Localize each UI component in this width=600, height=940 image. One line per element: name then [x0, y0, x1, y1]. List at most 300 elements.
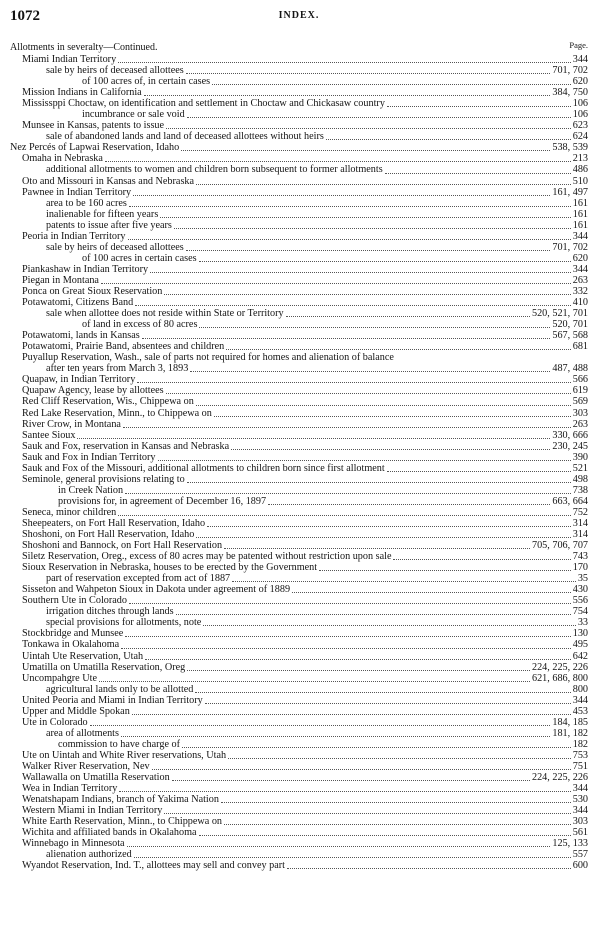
- entry-text: alienation authorized: [46, 849, 132, 861]
- entry-text: River Crow, in Montana: [22, 418, 121, 430]
- entry-pages: 624: [572, 131, 588, 143]
- dot-leader: [226, 349, 570, 350]
- index-entry: [10, 76, 588, 87]
- index-entry: [10, 220, 588, 231]
- entry-pages: 181, 182: [552, 727, 588, 739]
- index-entry: [10, 639, 588, 650]
- entry-text: Mississppi Choctaw, on identification and settlement in Choctaw and Chickasaw country: [22, 98, 385, 110]
- entry-pages: 743: [572, 551, 588, 563]
- entry-pages: 620: [572, 76, 588, 88]
- dot-leader: [287, 868, 571, 869]
- entry-text: Umatilla on Umatilla Reservation, Oreg: [22, 661, 186, 673]
- index-entry: [10, 695, 588, 706]
- entry-pages: 303: [572, 816, 588, 828]
- entry-pages: 538, 539: [552, 142, 588, 154]
- entry-text: special provisions for allotments, note: [46, 617, 202, 629]
- index-entry: [10, 264, 588, 275]
- entry-text: Munsee in Kansas, patents to issue: [22, 120, 165, 132]
- index-entry: [10, 474, 588, 485]
- index-entry: [10, 573, 588, 584]
- index-entry: [10, 65, 588, 76]
- entry-text: Quapaw, in Indian Territory: [22, 374, 136, 386]
- index-entry: [10, 518, 588, 529]
- entry-text: Sioux Reservation in Nebraska, houses to be erected by the Government: [22, 562, 318, 574]
- entry-pages: 621, 686, 800: [531, 672, 588, 684]
- dot-leader: [224, 548, 530, 549]
- entry-pages: 35: [577, 573, 588, 585]
- index-entry: [10, 176, 588, 187]
- entry-pages: 344: [572, 54, 588, 65]
- continued-heading: Allotments in severalty—Continued.: [10, 42, 158, 53]
- dot-leader: [152, 769, 571, 770]
- index-entry: [10, 783, 588, 794]
- entry-text: Ute in Colorado: [22, 716, 88, 728]
- entry-text: Pawnee in Indian Territory: [22, 186, 132, 198]
- dot-leader: [166, 393, 571, 394]
- dot-leader: [121, 736, 550, 737]
- index-entry: [10, 485, 588, 496]
- entry-pages: 130: [572, 628, 588, 640]
- index-entry: [10, 396, 588, 407]
- entry-text: Potawatomi, lands in Kansas: [22, 330, 140, 342]
- dot-leader: [118, 515, 571, 516]
- entry-text: United Peoria and Miami in Indian Territory: [22, 694, 203, 706]
- entry-text: Red Lake Reservation, Minn., to Chippewa on: [22, 407, 212, 419]
- entry-pages: 486: [572, 164, 588, 176]
- entry-text: after ten years from March 3, 1893: [46, 363, 189, 375]
- index-entry: [10, 142, 588, 153]
- entry-pages: 303: [572, 407, 588, 419]
- entry-text: Santee Sioux: [22, 429, 76, 441]
- index-entry: [10, 120, 588, 131]
- entry-pages: 330, 666: [552, 429, 588, 441]
- dot-leader: [203, 625, 575, 626]
- dot-leader: [101, 283, 571, 284]
- entry-text: sale when allottee does not reside within State or Territory: [46, 308, 284, 320]
- index-entry: [10, 750, 588, 761]
- index-entry: [10, 673, 588, 684]
- dot-leader: [129, 603, 571, 604]
- index-entry: [10, 706, 588, 717]
- index-entry: [10, 363, 588, 374]
- entry-pages: 224, 225, 226: [531, 661, 588, 673]
- index-entry: [10, 131, 588, 142]
- page-column-label: Page.: [569, 40, 588, 50]
- entry-pages: 224, 225, 226: [531, 772, 588, 784]
- dot-leader: [196, 184, 571, 185]
- dot-leader: [205, 703, 571, 704]
- index-entry: [10, 164, 588, 175]
- entry-text: sale of abandoned lands and land of deceased allottees without heirs: [46, 131, 324, 143]
- index-entry: [10, 860, 588, 871]
- entry-text: area to be 160 acres: [46, 197, 127, 209]
- dot-leader: [212, 84, 571, 85]
- dot-leader: [207, 526, 571, 527]
- entry-text: provisions for, in agreement of December 16, 1897: [58, 495, 267, 507]
- dot-leader: [128, 239, 571, 240]
- entry-pages: 487, 488: [552, 363, 588, 375]
- entry-pages: 520, 521, 701: [531, 308, 588, 320]
- entry-pages: 161: [572, 208, 588, 220]
- entry-pages: 161: [572, 219, 588, 231]
- dot-leader: [135, 305, 571, 306]
- dot-leader: [129, 206, 571, 207]
- index-entry: [10, 529, 588, 540]
- dot-leader: [134, 857, 571, 858]
- dot-leader: [231, 449, 550, 450]
- page-header: [10, 6, 588, 28]
- index-entry: [10, 441, 588, 452]
- dot-leader: [199, 327, 550, 328]
- entry-pages: 623: [572, 120, 588, 132]
- entry-text: Quapaw Agency, lease by allottees: [22, 385, 164, 397]
- index-entry: [10, 728, 588, 739]
- index-entry: [10, 838, 588, 849]
- entry-pages: 184, 185: [552, 716, 588, 728]
- index-entry: [10, 352, 588, 363]
- index-entry: [10, 98, 588, 109]
- entry-pages: 106: [572, 109, 588, 121]
- entry-pages: 663, 664: [552, 495, 588, 507]
- entry-text: Uintah Ute Reservation, Utah: [22, 650, 144, 662]
- entry-pages: 498: [572, 473, 588, 485]
- entry-pages: 751: [572, 761, 588, 772]
- entry-text: Potawatomi, Prairie Band, absentees and children: [22, 341, 225, 353]
- entry-text: Potawatomi, Citizens Band: [22, 297, 134, 309]
- entry-pages: 642: [572, 650, 588, 662]
- entry-pages: 569: [572, 396, 588, 408]
- index-entry: [10, 419, 588, 430]
- index-entry: [10, 297, 588, 308]
- index-entry: [10, 761, 588, 772]
- entry-pages: 753: [572, 749, 588, 761]
- entry-pages: 344: [572, 805, 588, 817]
- entry-text: Sisseton and Wahpeton Sioux in Dakota under agreement of 1889: [22, 584, 291, 596]
- dot-leader: [160, 217, 570, 218]
- dot-leader: [187, 117, 571, 118]
- dot-leader: [385, 173, 571, 174]
- dot-leader: [292, 592, 571, 593]
- entry-pages: 567, 568: [552, 330, 588, 342]
- dot-leader: [199, 835, 571, 836]
- index-entry: [10, 617, 588, 628]
- entry-text: incumbrance or sale void: [82, 109, 185, 121]
- index-entry: [10, 551, 588, 562]
- entry-pages: 410: [572, 297, 588, 309]
- entry-text: Wyandot Reservation, Ind. T., allottees may sell and convey part: [22, 860, 285, 872]
- dot-leader: [228, 758, 571, 759]
- dot-leader: [187, 670, 530, 671]
- dot-leader: [286, 316, 530, 317]
- entry-pages: 495: [572, 639, 588, 651]
- dot-leader: [150, 272, 571, 273]
- entry-pages: 161, 497: [552, 186, 588, 198]
- entry-text: Piankashaw in Indian Territory: [22, 263, 149, 275]
- entry-pages: 800: [572, 683, 588, 695]
- dot-leader: [164, 294, 570, 295]
- entry-text: Sheepeaters, on Fort Hall Reservation, Idaho: [22, 517, 206, 529]
- dot-leader: [268, 504, 550, 505]
- entry-text: Uncompahgre Ute: [22, 672, 97, 684]
- dot-leader: [90, 725, 551, 726]
- index-entry: [10, 827, 588, 838]
- index-entry: [10, 496, 588, 507]
- entry-pages: 430: [572, 584, 588, 596]
- index-entry: [10, 209, 588, 220]
- running-title: INDEX.: [278, 10, 320, 21]
- entry-text: Southern Ute in Colorado: [22, 595, 127, 607]
- entry-text: Walker River Reservation, Nev: [22, 761, 150, 772]
- dot-leader: [121, 648, 571, 649]
- index-entry: [10, 662, 588, 673]
- entry-text: Piegan in Montana: [22, 274, 99, 286]
- entry-pages: 344: [572, 783, 588, 795]
- entry-pages: 521: [572, 462, 588, 474]
- entry-text: Sauk and Fox, reservation in Kansas and Nebraska: [22, 440, 230, 452]
- dot-leader: [224, 824, 571, 825]
- index-entry: [10, 109, 588, 120]
- dot-leader: [221, 802, 571, 803]
- dot-leader: [199, 261, 571, 262]
- entry-text: Wenatshapam Indians, branch of Yakima Nation: [22, 794, 219, 806]
- page-number: 1072: [10, 8, 40, 24]
- index-entry: [10, 794, 588, 805]
- entry-text: Oto and Missouri in Kansas and Nebraska: [22, 175, 195, 187]
- index-entry: [10, 507, 588, 518]
- dot-leader: [133, 195, 550, 196]
- dot-leader: [181, 150, 550, 151]
- index-entry: [10, 231, 588, 242]
- entry-pages: 332: [572, 285, 588, 297]
- entry-pages: 701, 702: [552, 241, 588, 253]
- entry-text: Omaha in Nebraska: [22, 153, 103, 165]
- entry-text: Sauk and Fox of the Missouri, additional allotments to children born since first allotment: [22, 462, 385, 474]
- entry-text: Tonkawa in Okalahoma: [22, 639, 120, 651]
- entry-text: additional allotments to women and children born subsequent to former allotments: [46, 164, 383, 176]
- index-entry: [10, 87, 588, 98]
- entry-text: Puyallup Reservation, Wash., sale of parts not required for homes and alienation of balance: [22, 352, 394, 364]
- entry-pages: 344: [572, 263, 588, 275]
- entry-text: Seminole, general provisions relating to: [22, 473, 185, 485]
- dot-leader: [164, 813, 570, 814]
- dot-leader: [125, 493, 571, 494]
- entry-pages: 314: [572, 517, 588, 529]
- entry-text: Stockbridge and Munsee: [22, 628, 124, 640]
- entry-text: Shoshoni and Bannock, on Fort Hall Reservation: [22, 540, 223, 552]
- entry-pages: 182: [572, 738, 588, 750]
- entry-text: Miami Indian Territory: [22, 54, 117, 65]
- index-entry: [10, 628, 588, 639]
- entry-pages: 453: [572, 705, 588, 717]
- index-entry: [10, 54, 588, 65]
- dot-leader: [196, 405, 571, 406]
- entry-pages: 263: [572, 274, 588, 286]
- index-entry: [10, 651, 588, 662]
- index-entry: [10, 816, 588, 827]
- entry-pages: 263: [572, 418, 588, 430]
- entry-pages: 738: [572, 484, 588, 496]
- entry-text: Ute on Uintah and White River reservations, Utah: [22, 749, 227, 761]
- entry-pages: 390: [572, 451, 588, 463]
- dot-leader: [118, 62, 571, 63]
- entry-text: agricultural lands only to be allotted: [46, 683, 194, 695]
- index-entry: [10, 253, 588, 264]
- dot-leader: [123, 427, 571, 428]
- entry-pages: 566: [572, 374, 588, 386]
- index-entry: [10, 330, 588, 341]
- index-entry: [10, 341, 588, 352]
- entry-pages: 161: [572, 197, 588, 209]
- index-entry: [10, 187, 588, 198]
- index-entry: [10, 308, 588, 319]
- index-entry: [10, 805, 588, 816]
- dot-leader: [387, 471, 571, 472]
- dot-leader: [105, 161, 571, 162]
- entry-text: of 100 acres in certain cases: [82, 252, 197, 264]
- entry-pages: 619: [572, 385, 588, 397]
- entry-pages: 530: [572, 794, 588, 806]
- entry-text: Sauk and Fox in Indian Territory: [22, 451, 156, 463]
- entry-text: sale by heirs of deceased allottees: [46, 241, 184, 253]
- dot-leader: [214, 416, 571, 417]
- entry-text: of 100 acres of, in certain cases: [82, 76, 211, 88]
- index-entries: [10, 54, 588, 871]
- entry-text: Nez Percés of Lapwai Reservation, Idaho: [10, 142, 180, 154]
- index-entry: [10, 595, 588, 606]
- entry-text: Wichita and affiliated bands in Okalahoma: [22, 827, 197, 839]
- entry-pages: 557: [572, 849, 588, 861]
- entry-text: Ponca on Great Sioux Reservation: [22, 285, 163, 297]
- entry-pages: 344: [572, 694, 588, 706]
- entry-pages: 344: [572, 230, 588, 242]
- index-entry: [10, 540, 588, 551]
- index-entry: [10, 452, 588, 463]
- dot-leader: [144, 95, 551, 96]
- index-entry: [10, 385, 588, 396]
- dot-leader: [182, 747, 571, 748]
- index-entry: [10, 849, 588, 860]
- index-entry: [10, 153, 588, 164]
- entry-text: Mission Indians in California: [22, 87, 142, 99]
- index-entry: [10, 374, 588, 385]
- entry-text: commission to have charge of: [58, 738, 181, 750]
- dot-leader: [190, 371, 550, 372]
- entry-text: Red Cliff Reservation, Wis., Chippewa on: [22, 396, 194, 408]
- dot-leader: [172, 780, 530, 781]
- entry-pages: 600: [572, 860, 588, 872]
- entry-pages: 314: [572, 529, 588, 541]
- index-entry: [10, 717, 588, 728]
- dot-leader: [174, 228, 571, 229]
- dot-leader: [137, 382, 570, 383]
- entry-pages: 681: [572, 341, 588, 353]
- entry-pages: 620: [572, 252, 588, 264]
- index-entry: [10, 584, 588, 595]
- entry-text: Peoria in Indian Territory: [22, 230, 126, 242]
- dot-leader: [119, 791, 570, 792]
- entry-text: part of reservation excepted from act of 1887: [46, 573, 231, 585]
- dot-leader: [186, 250, 551, 251]
- dot-leader: [196, 537, 570, 538]
- dot-leader: [176, 614, 571, 615]
- dot-leader: [99, 681, 530, 682]
- index-entry: [10, 463, 588, 474]
- index-entry: [10, 242, 588, 253]
- entry-pages: 752: [572, 506, 588, 518]
- entry-pages: 520, 701: [552, 319, 588, 331]
- entry-text: Winnebago in Minnesota: [22, 838, 125, 850]
- dot-leader: [195, 692, 570, 693]
- entry-text: irrigation ditches through lands: [46, 606, 174, 618]
- dot-leader: [125, 636, 570, 637]
- entry-text: sale by heirs of deceased allottees: [46, 65, 184, 77]
- dot-leader: [77, 438, 550, 439]
- index-entry: [10, 430, 588, 441]
- entry-pages: 170: [572, 562, 588, 574]
- index-entry: [10, 772, 588, 783]
- entry-pages: 561: [572, 827, 588, 839]
- index-entry: [10, 684, 588, 695]
- entry-text: in Creek Nation: [58, 484, 124, 496]
- entry-text: inalienable for fifteen years: [46, 208, 159, 220]
- dot-leader: [127, 846, 551, 847]
- entry-pages: 213: [572, 153, 588, 165]
- dot-leader: [166, 128, 571, 129]
- entry-text: patents to issue after five years: [46, 219, 172, 231]
- index-entry: [10, 606, 588, 617]
- index-entry: [10, 562, 588, 573]
- index-entry: [10, 286, 588, 297]
- entry-pages: 701, 702: [552, 65, 588, 77]
- entry-text: area of allotments: [46, 727, 119, 739]
- index-entry: [10, 739, 588, 750]
- index-entry: [10, 408, 588, 419]
- dot-leader: [326, 139, 571, 140]
- dot-leader: [387, 106, 571, 107]
- dot-leader: [393, 559, 570, 560]
- section-heading-line: [10, 40, 588, 54]
- entry-text: Wea in Indian Territory: [22, 783, 118, 795]
- dot-leader: [142, 338, 551, 339]
- entry-text: Seneca, minor children: [22, 506, 117, 518]
- dot-leader: [145, 659, 571, 660]
- entry-pages: 384, 750: [552, 87, 588, 99]
- index-entry: [10, 275, 588, 286]
- entry-pages: 556: [572, 595, 588, 607]
- dot-leader: [132, 714, 571, 715]
- dot-leader: [232, 581, 576, 582]
- entry-pages: 510: [572, 175, 588, 187]
- entry-pages: 106: [572, 98, 588, 110]
- entry-text: White Earth Reservation, Minn., to Chippewa on: [22, 816, 223, 828]
- entry-text: Upper and Middle Spokan: [22, 705, 130, 717]
- entry-pages: 705, 706, 707: [531, 540, 588, 552]
- entry-pages: 754: [572, 606, 588, 618]
- entry-text: Western Miami in Indian Territory: [22, 805, 163, 817]
- entry-pages: 33: [577, 617, 588, 629]
- entry-pages: 230, 245: [552, 440, 588, 452]
- dot-leader: [187, 482, 571, 483]
- index-entry: [10, 198, 588, 209]
- entry-pages: 125, 133: [552, 838, 588, 850]
- entry-text: Shoshoni, on Fort Hall Reservation, Idaho: [22, 529, 195, 541]
- entry-text: Siletz Reservation, Oreg., excess of 80 acres may be patented without restriction upon sale: [22, 551, 392, 563]
- dot-leader: [158, 460, 571, 461]
- entry-text: Wallawalla on Umatilla Reservation: [22, 772, 170, 784]
- index-entry: [10, 319, 588, 330]
- dot-leader: [319, 570, 571, 571]
- entry-text: of land in excess of 80 acres: [82, 319, 198, 331]
